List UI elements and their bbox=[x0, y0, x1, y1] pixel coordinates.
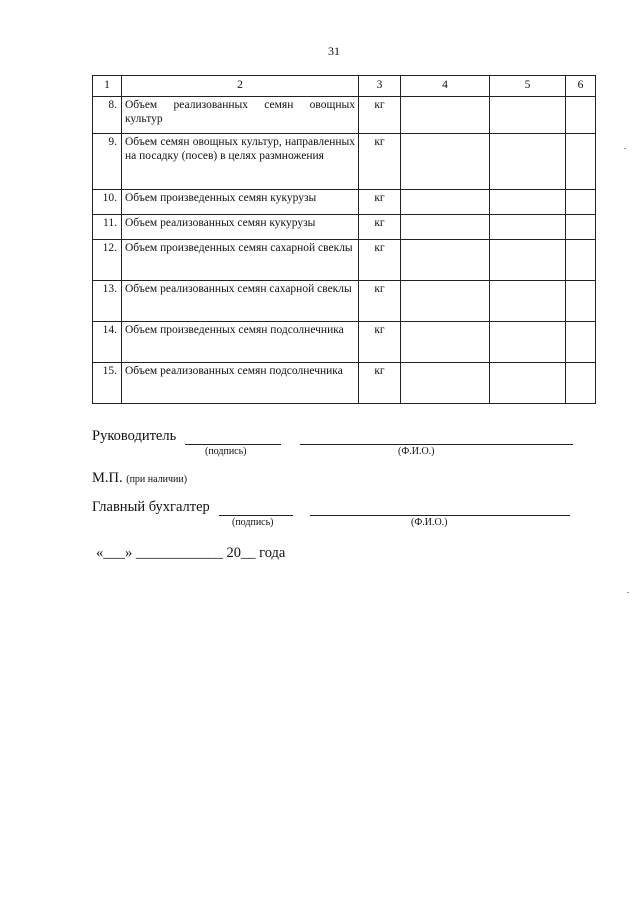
accountant-label: Главный бухгалтер bbox=[92, 499, 210, 515]
value-cell[interactable] bbox=[490, 215, 566, 240]
row-description: Объем произведенных семян подсолнечника bbox=[122, 322, 359, 363]
header-cell: 3 bbox=[359, 76, 401, 97]
row-description: Объем семян овощных культур, направленных на посадку (посев) в целях размножения bbox=[122, 134, 359, 190]
value-cell[interactable] bbox=[566, 134, 596, 190]
value-cell[interactable] bbox=[401, 322, 490, 363]
value-cell[interactable] bbox=[401, 190, 490, 215]
value-cell[interactable] bbox=[401, 240, 490, 281]
seal-label: М.П. bbox=[92, 470, 123, 486]
value-cell[interactable] bbox=[566, 363, 596, 404]
value-cell[interactable] bbox=[566, 97, 596, 134]
value-cell[interactable] bbox=[490, 363, 566, 404]
report-table bbox=[92, 75, 596, 404]
header-cell: 4 bbox=[401, 76, 490, 97]
scan-mark bbox=[627, 592, 629, 593]
table-row bbox=[93, 363, 596, 404]
row-number: 8. bbox=[93, 97, 122, 134]
accountant-name-caption: (Ф.И.О.) bbox=[411, 517, 448, 528]
value-cell[interactable] bbox=[490, 190, 566, 215]
seal-block bbox=[92, 470, 187, 487]
row-description: Объем реализованных семян кукурузы bbox=[122, 215, 359, 240]
head-label: Руководитель bbox=[92, 428, 177, 444]
row-number: 12. bbox=[93, 240, 122, 281]
row-description: Объем произведенных семян кукурузы bbox=[122, 190, 359, 215]
value-cell[interactable] bbox=[566, 281, 596, 322]
head-name-caption: (Ф.И.О.) bbox=[398, 446, 435, 457]
head-signature-caption: (подпись) bbox=[205, 446, 247, 457]
header-cell: 6 bbox=[566, 76, 596, 97]
value-cell[interactable] bbox=[401, 134, 490, 190]
head-signature-line[interactable] bbox=[185, 444, 281, 445]
value-cell[interactable] bbox=[490, 240, 566, 281]
value-cell[interactable] bbox=[490, 97, 566, 134]
value-cell[interactable] bbox=[401, 215, 490, 240]
row-unit: кг bbox=[359, 281, 401, 322]
value-cell[interactable] bbox=[566, 190, 596, 215]
table-row bbox=[93, 322, 596, 363]
row-unit: кг bbox=[359, 215, 401, 240]
accountant-name-line[interactable] bbox=[310, 515, 570, 516]
row-number: 15. bbox=[93, 363, 122, 404]
table-header-row bbox=[93, 76, 596, 97]
value-cell[interactable] bbox=[401, 281, 490, 322]
row-description: Объем реализованных семян овощных культур bbox=[122, 97, 359, 134]
value-cell[interactable] bbox=[490, 322, 566, 363]
row-unit: кг bbox=[359, 240, 401, 281]
row-number: 13. bbox=[93, 281, 122, 322]
value-cell[interactable] bbox=[490, 281, 566, 322]
value-cell[interactable] bbox=[566, 322, 596, 363]
row-number: 9. bbox=[93, 134, 122, 190]
scan-mark bbox=[624, 148, 626, 149]
table-row bbox=[93, 240, 596, 281]
table-row bbox=[93, 97, 596, 134]
row-number: 11. bbox=[93, 215, 122, 240]
date-line: «___» ____________ 20__ года bbox=[96, 545, 286, 561]
row-unit: кг bbox=[359, 363, 401, 404]
table-row bbox=[93, 190, 596, 215]
row-unit: кг bbox=[359, 97, 401, 134]
accountant-signature-line[interactable] bbox=[219, 515, 293, 516]
table-row bbox=[93, 134, 596, 190]
row-description: Объем произведенных семян сахарной свеклы bbox=[122, 240, 359, 281]
header-cell: 1 bbox=[93, 76, 122, 97]
row-unit: кг bbox=[359, 190, 401, 215]
value-cell[interactable] bbox=[566, 215, 596, 240]
header-cell: 5 bbox=[490, 76, 566, 97]
row-unit: кг bbox=[359, 134, 401, 190]
row-number: 14. bbox=[93, 322, 122, 363]
value-cell[interactable] bbox=[401, 97, 490, 134]
accountant-signature-caption: (подпись) bbox=[232, 517, 274, 528]
row-description: Объем реализованных семян сахарной свеклы bbox=[122, 281, 359, 322]
header-cell: 2 bbox=[122, 76, 359, 97]
table-row bbox=[93, 281, 596, 322]
value-cell[interactable] bbox=[566, 240, 596, 281]
value-cell[interactable] bbox=[490, 134, 566, 190]
page-number: 31 bbox=[328, 44, 340, 58]
seal-note: (при наличии) bbox=[126, 474, 188, 485]
row-unit: кг bbox=[359, 322, 401, 363]
row-description: Объем реализованных семян подсолнечника bbox=[122, 363, 359, 404]
value-cell[interactable] bbox=[401, 363, 490, 404]
head-name-line[interactable] bbox=[300, 444, 573, 445]
row-number: 10. bbox=[93, 190, 122, 215]
table-row bbox=[93, 215, 596, 240]
